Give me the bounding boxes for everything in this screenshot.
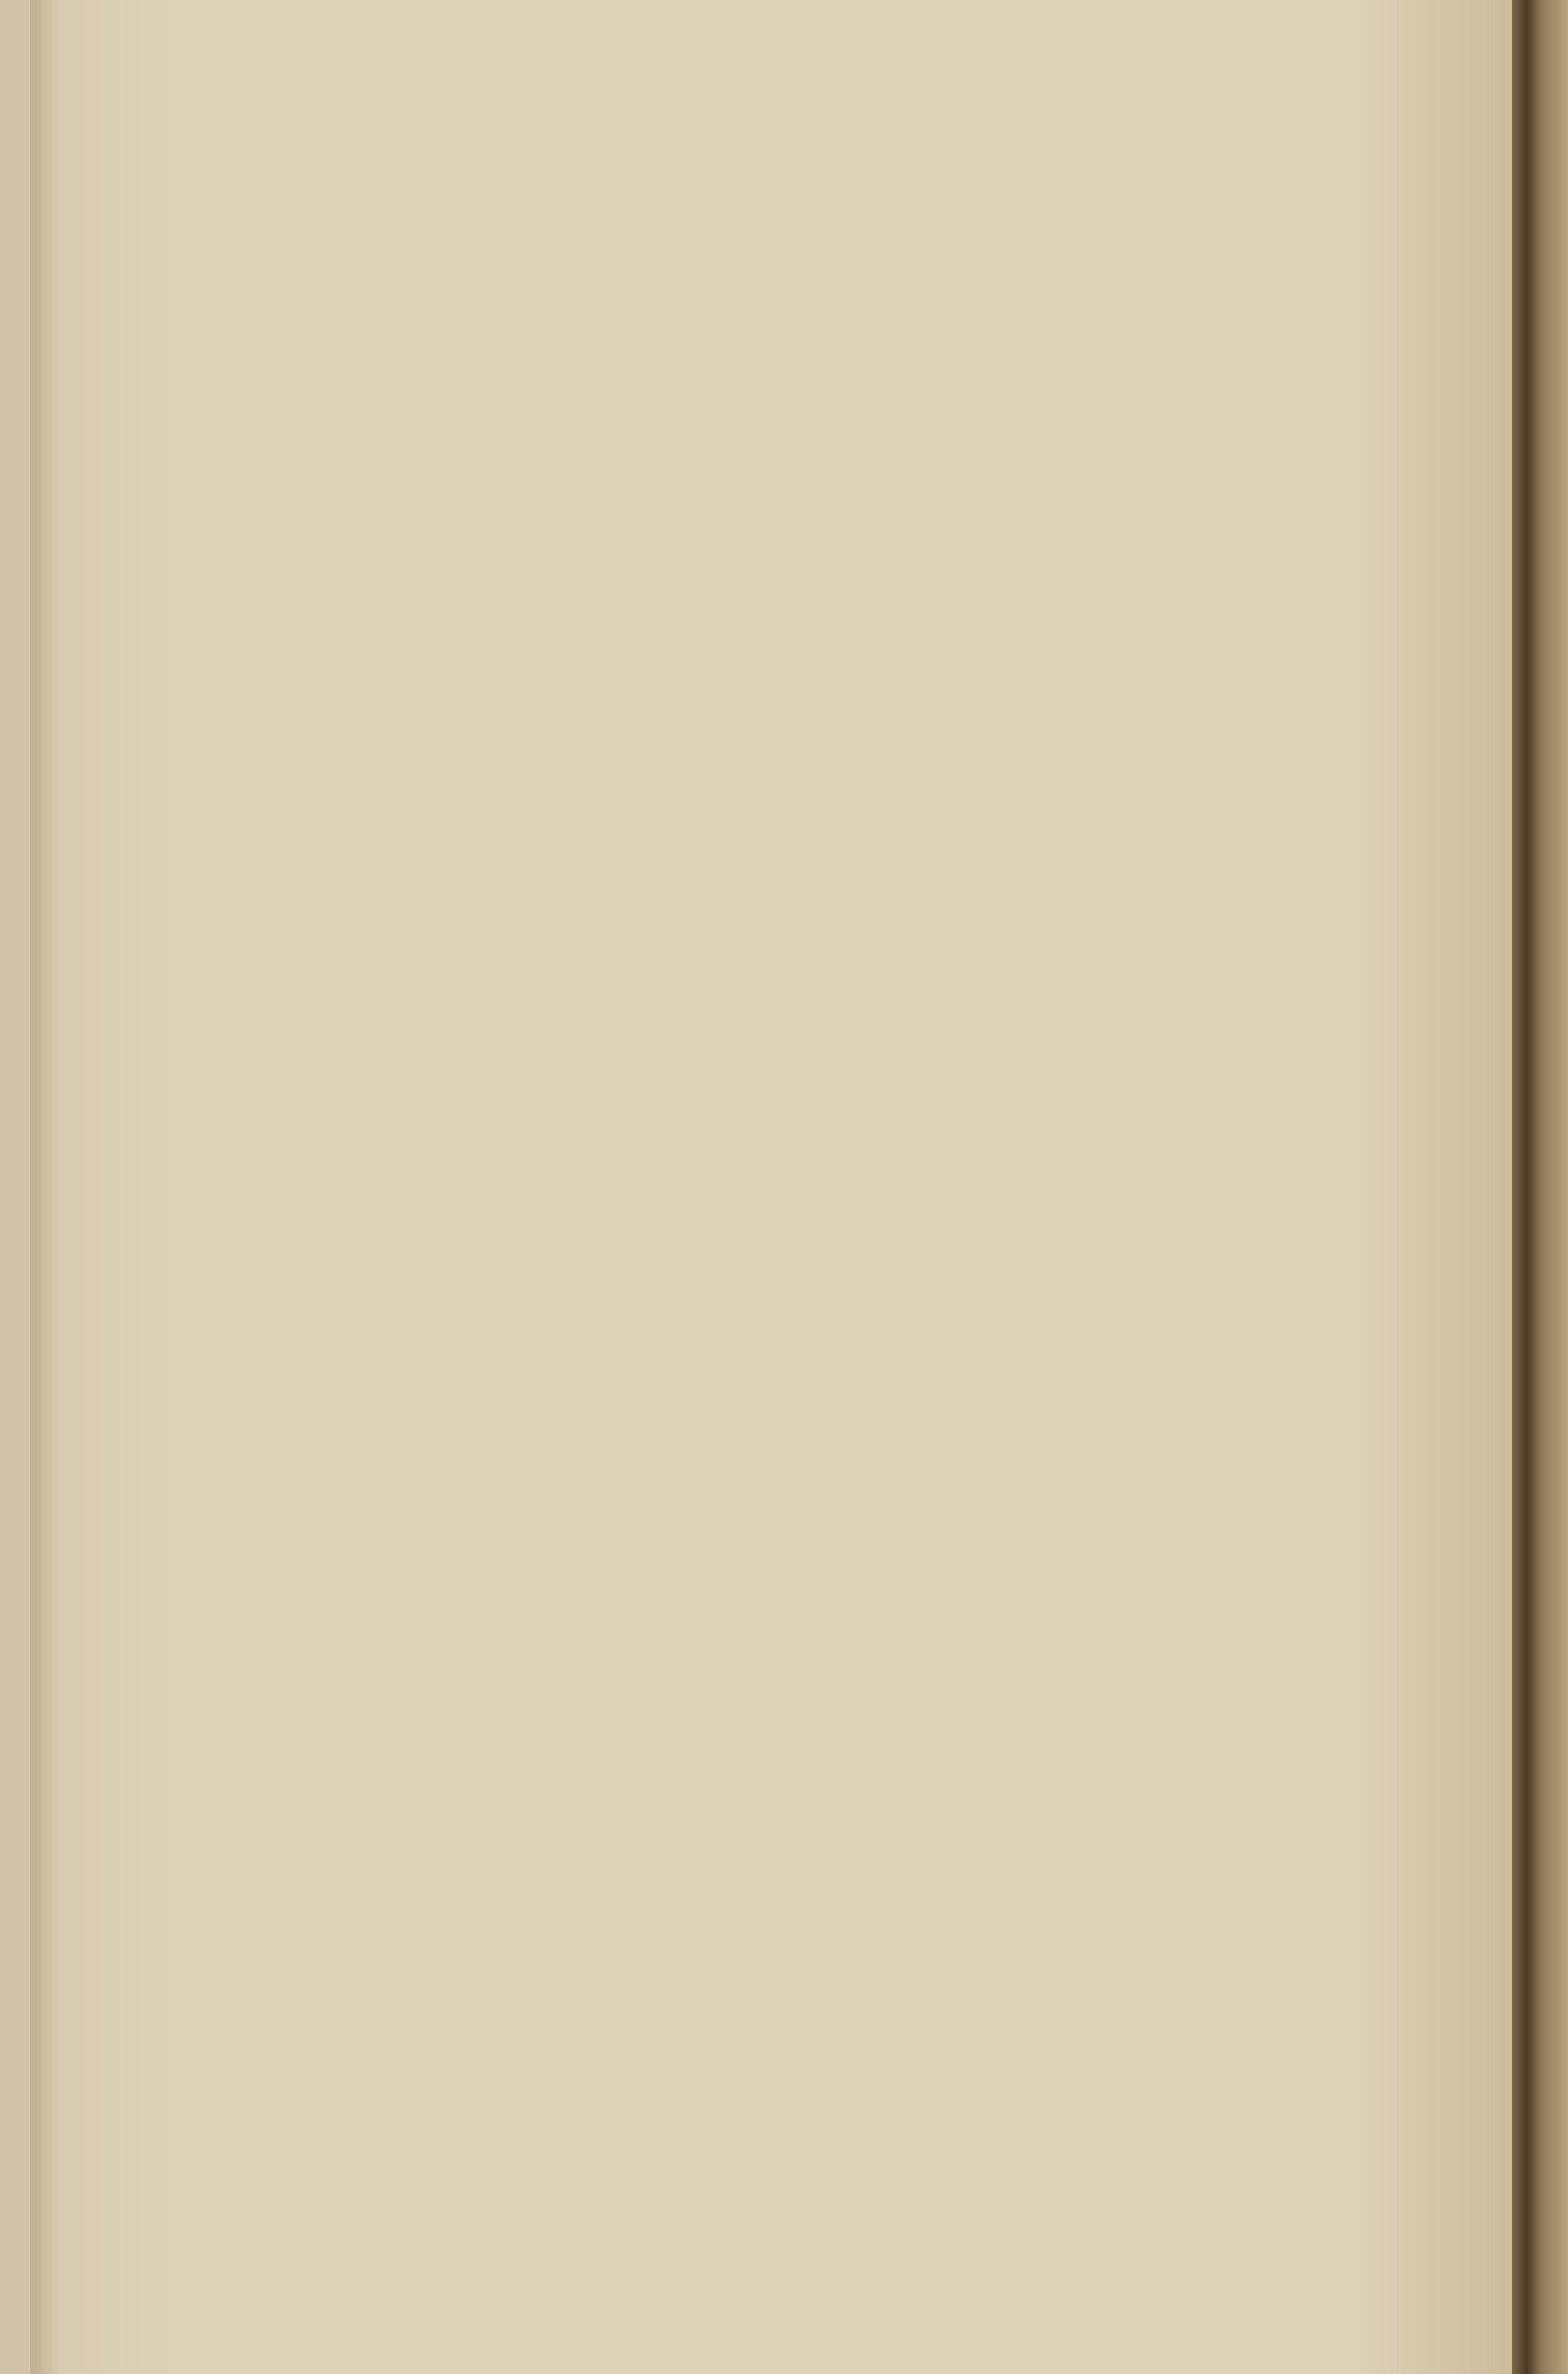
document-page <box>30 0 1512 2374</box>
register-text <box>0 0 37 98</box>
book-gutter <box>1512 0 1568 2374</box>
bleed-through-text <box>517 98 1453 133</box>
